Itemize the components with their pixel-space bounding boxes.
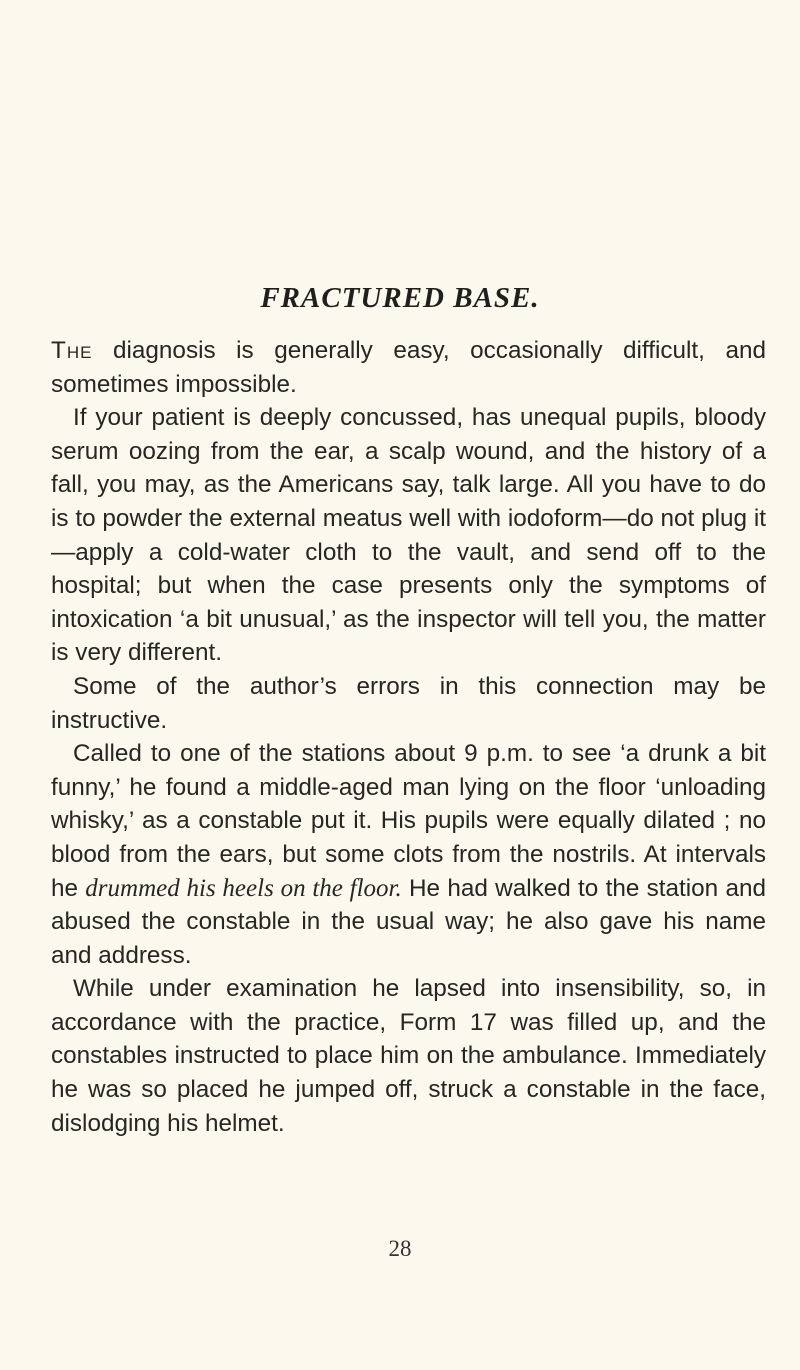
section-heading: FRACTURED BASE. bbox=[260, 282, 540, 314]
paragraph-1 bbox=[51, 334, 766, 401]
paragraph-text: If your patient is deeply concussed, has unequal pupils, bloody serum oozing from the ear, a scalp wound, and the history of a fall, you may, as the Americans say, talk large. All you have to do is to powder the external meatus well with iodoform—do not plug it—apply a cold-water cloth to the vault, and send off to the hospital; but when the case presents only the symptoms of intoxication ‘a bit unusual,’ as the inspector will tell you, the matter is very different. bbox=[51, 404, 766, 667]
body-text bbox=[51, 334, 766, 1140]
paragraph-text: Called to one of the stations about 9 p.m. to see ‘a drunk a bit funny,’ he found a middle-aged man lying on the floor ‘unloading whisky,’ as a constable put it. His pupils were equally dilated ; no blood from the ears, but some clots from the nostrils. At intervals he bbox=[51, 740, 766, 902]
paragraph-lead-word: The bbox=[51, 337, 93, 364]
emphasized-phrase: drummed his heels on the floor. bbox=[85, 874, 402, 902]
paragraph-4 bbox=[51, 737, 766, 972]
paragraph-text: Some of the author’s errors in this connection may be instructive. bbox=[51, 672, 766, 734]
paragraph-text: While under examination he lapsed into insensibility, so, in accordance with the practice, Form 17 was filled up, and the constables instructed to place him on the ambulance. Immediately he was so placed he jumped off, struck a constable in the face, dislodging his helmet. bbox=[51, 975, 766, 1137]
page-number: 28 bbox=[388, 1236, 412, 1261]
paragraph-5 bbox=[51, 972, 766, 1140]
paragraph-text: He had walked to the station and abused the constable in the usual way; he also gave his name and address. bbox=[51, 874, 766, 969]
paragraph-2 bbox=[51, 401, 766, 670]
paragraph-3 bbox=[51, 670, 766, 737]
paragraph-text: diagnosis is generally easy, occasionally difficult, and sometimes impossible. bbox=[51, 337, 766, 398]
